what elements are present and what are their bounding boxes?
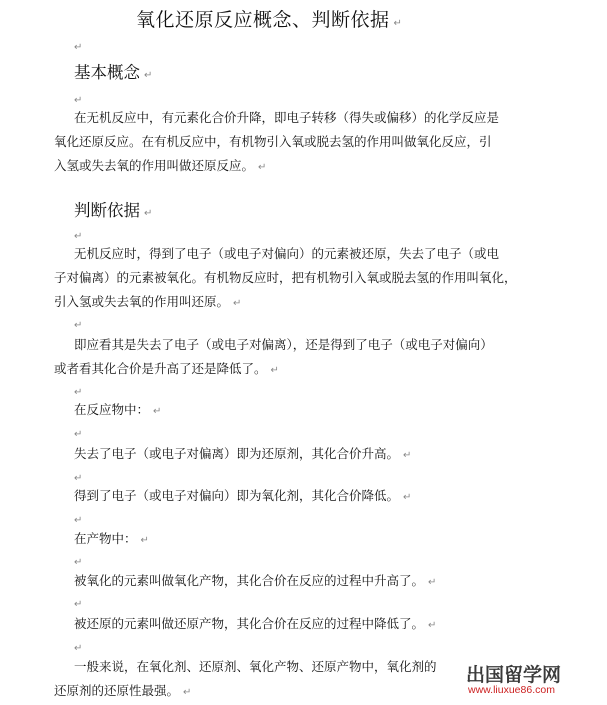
paragraph-mark-icon: ↵ <box>144 70 153 81</box>
text-line: 子对偏离）的元素被氧化。有机物反应时，把有机物引入氧或脱去氢的作用叫氧化， <box>54 270 517 285</box>
paragraph-judgment-basis <box>54 242 554 316</box>
paragraph-mark-icon: ↵ <box>74 320 83 331</box>
paragraph-mark-icon: ↵ <box>74 231 83 242</box>
text-line: 即应看其是失去了电子（或电子对偏离），还是得到了电子（或电子对偏向） <box>74 337 493 352</box>
text-line: 氧化还原反应。在有机反应中，有机物引入氧或脱去氢的作用叫做氧化反应，引 <box>54 134 492 149</box>
paragraph-mark-icon: ↵ <box>74 42 83 53</box>
paragraph-mark-icon: ↵ <box>270 365 279 376</box>
heading-text: 基本概念 <box>74 63 140 82</box>
paragraph-mark-icon: ↵ <box>153 406 162 417</box>
paragraph-mark-icon: ↵ <box>144 208 153 219</box>
text-segment: 被氧化的元素叫做氧化产物，其化合价在反应的过程中升高了。 <box>74 573 425 588</box>
text-segment: 在反应物中： <box>74 402 150 417</box>
paragraph-mark-icon: ↵ <box>233 298 242 309</box>
text-segment: 被还原的元素叫做还原产物，其化合价在反应的过程中降低了。 <box>74 616 425 631</box>
text-line <box>54 290 554 316</box>
text-segment: 得到了电子（或电子对偏向）即为氧化剂，其化合价降低。 <box>74 488 400 503</box>
reactant-oxidizing-agent <box>74 484 411 510</box>
text-line: 无机反应时，得到了电子（或电子对偏向）的元素被还原，失去了电子（或电 <box>74 246 500 261</box>
paragraph-electron-check <box>54 333 554 383</box>
heading-text: 判断依据 <box>74 201 140 220</box>
paragraph-mark-icon: ↵ <box>74 387 83 398</box>
text-line: 一般来说，在氧化剂、还原剂、氧化产物、还原产物中，氧化剂的 <box>74 659 437 674</box>
paragraph-mark-icon: ↵ <box>140 535 149 546</box>
text-line: 在无机反应中，有元素化合价升降，即电子转移（得失或偏移）的化学反应是 <box>74 110 500 125</box>
text-segment: 或者看其化合价是升高了还是降低了。 <box>54 361 267 376</box>
paragraph-mark-icon: ↵ <box>74 557 83 568</box>
text-segment: 还原剂的还原性最强。 <box>54 683 180 698</box>
title-text: 氧化还原反应概念、判断依据 <box>136 9 390 31</box>
watermark-url: www.liuxue86.com <box>468 684 555 696</box>
paragraph-mark-icon: ↵ <box>183 687 192 698</box>
paragraph-mark-icon: ↵ <box>428 577 437 588</box>
text-line <box>54 357 554 383</box>
text-segment: 入氢或失去氧的作用叫做还原反应。 <box>54 158 255 173</box>
watermark-logo: 出国留学网 <box>466 664 562 686</box>
paragraph-mark-icon: ↵ <box>74 643 83 654</box>
text-line <box>54 154 554 180</box>
document-title <box>136 8 402 36</box>
paragraph-mark-icon: ↵ <box>403 450 412 461</box>
reactant-label <box>74 398 161 424</box>
text-segment: 引入氢或失去氧的作用叫还原。 <box>54 294 230 309</box>
paragraph-mark-icon: ↵ <box>74 599 83 610</box>
product-reduction <box>74 612 436 638</box>
text-segment: 失去了电子（或电子对偏离）即为还原剂，其化合价升高。 <box>74 446 400 461</box>
paragraph-mark-icon: ↵ <box>393 18 403 29</box>
paragraph-mark-icon: ↵ <box>428 620 437 631</box>
product-label <box>74 527 149 553</box>
paragraph-mark-icon: ↵ <box>74 515 83 526</box>
product-oxidation <box>74 569 436 595</box>
heading-basic-concept <box>74 62 152 87</box>
paragraph-definition <box>54 106 554 180</box>
paragraph-mark-icon: ↵ <box>74 429 83 440</box>
text-segment: 在产物中： <box>74 531 137 546</box>
paragraph-mark-icon: ↵ <box>258 162 267 173</box>
paragraph-mark-icon: ↵ <box>74 95 83 106</box>
paragraph-mark-icon: ↵ <box>74 473 83 484</box>
heading-judgment-basis <box>74 200 152 225</box>
reactant-reducing-agent <box>74 442 411 468</box>
paragraph-mark-icon: ↵ <box>403 492 412 503</box>
